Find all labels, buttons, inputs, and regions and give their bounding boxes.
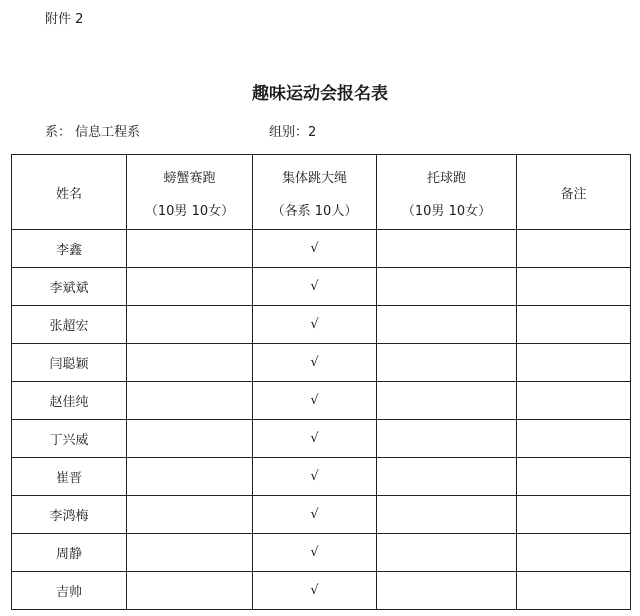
participant-name: 丁兴威 (12, 420, 127, 458)
table-row (12, 572, 631, 610)
participant-name: 李斌斌 (12, 268, 127, 306)
crab-run-cell (127, 268, 253, 306)
participant-name: 李鸿梅 (12, 496, 127, 534)
ball-run-cell (377, 572, 517, 610)
note-cell (517, 230, 631, 268)
header-note (517, 155, 631, 230)
table-row (12, 268, 631, 306)
note-cell (517, 268, 631, 306)
note-cell (517, 572, 631, 610)
table-row (12, 382, 631, 420)
header-note-label: 备注 (560, 186, 587, 202)
jump-rope-check: √ (253, 458, 377, 496)
table-row (12, 306, 631, 344)
attachment-label: 附件 2 (45, 12, 84, 27)
header-ball-run-sub: （10男 10女） (401, 204, 492, 219)
crab-run-cell (127, 230, 253, 268)
ball-run-cell (377, 230, 517, 268)
table-row (12, 496, 631, 534)
ball-run-cell (377, 382, 517, 420)
jump-rope-check: √ (253, 496, 377, 534)
crab-run-cell (127, 458, 253, 496)
header-jump-rope (253, 155, 377, 230)
jump-rope-check: √ (253, 534, 377, 572)
crab-run-cell (127, 534, 253, 572)
header-jump-rope-label: 集体跳大绳 (281, 171, 347, 186)
ball-run-cell (377, 458, 517, 496)
header-crab-run-label: 螃蟹赛跑 (163, 171, 216, 186)
jump-rope-check: √ (253, 230, 377, 268)
note-cell (517, 458, 631, 496)
table-row (12, 534, 631, 572)
participant-name: 赵佳纯 (12, 382, 127, 420)
header-ball-run (377, 155, 517, 230)
ball-run-cell (377, 534, 517, 572)
crab-run-cell (127, 306, 253, 344)
table-row (12, 230, 631, 268)
crab-run-cell (127, 572, 253, 610)
jump-rope-check: √ (253, 306, 377, 344)
header-jump-rope-sub: （各系 10人） (271, 204, 358, 219)
registration-table (11, 154, 631, 610)
ball-run-cell (377, 306, 517, 344)
department-label: 系： 信息工程系 (45, 125, 141, 140)
jump-rope-check: √ (253, 572, 377, 610)
note-cell (517, 534, 631, 572)
header-crab-run (127, 155, 253, 230)
crab-run-cell (127, 344, 253, 382)
participant-name: 张超宏 (12, 306, 127, 344)
crab-run-cell (127, 420, 253, 458)
jump-rope-check: √ (253, 268, 377, 306)
jump-rope-check: √ (253, 420, 377, 458)
participant-name: 吉帅 (12, 572, 127, 610)
ball-run-cell (377, 420, 517, 458)
note-cell (517, 496, 631, 534)
jump-rope-check: √ (253, 382, 377, 420)
header-name (12, 155, 127, 230)
participant-name: 周静 (12, 534, 127, 572)
participant-name: 李鑫 (12, 230, 127, 268)
table-row (12, 458, 631, 496)
group-label: 组别：2 (269, 125, 317, 140)
note-cell (517, 306, 631, 344)
header-name-label: 姓名 (55, 186, 82, 202)
header-ball-run-label: 托球跑 (426, 171, 466, 186)
ball-run-cell (377, 344, 517, 382)
participant-name: 崔晋 (12, 458, 127, 496)
participant-name: 闫聪颖 (12, 344, 127, 382)
crab-run-cell (127, 382, 253, 420)
header-crab-run-sub: （10男 10女） (144, 204, 235, 219)
crab-run-cell (127, 496, 253, 534)
table-header-row (12, 155, 631, 230)
form-title: 趣味运动会报名表 (252, 84, 388, 104)
table-row (12, 344, 631, 382)
note-cell (517, 344, 631, 382)
note-cell (517, 382, 631, 420)
table-row (12, 420, 631, 458)
note-cell (517, 420, 631, 458)
ball-run-cell (377, 496, 517, 534)
ball-run-cell (377, 268, 517, 306)
jump-rope-check: √ (253, 344, 377, 382)
